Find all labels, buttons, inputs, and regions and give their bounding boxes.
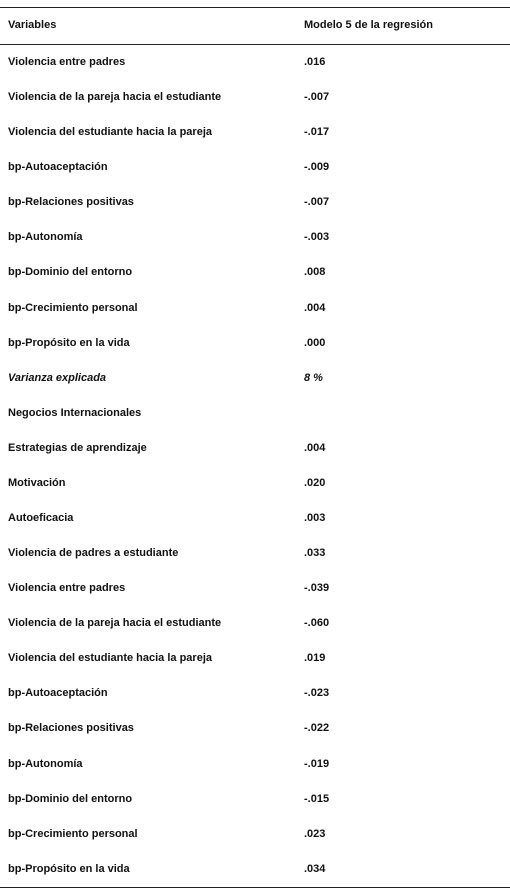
row-variable: Varianza explicada	[8, 371, 107, 384]
table-row	[0, 782, 510, 817]
row-value: -.023	[304, 687, 330, 700]
regression-table	[0, 7, 510, 888]
row-variable: Violencia entre padres	[8, 582, 126, 595]
row-value: -.003	[304, 231, 330, 244]
row-value: -.009	[304, 161, 330, 174]
row-value: -.060	[304, 617, 330, 630]
table-row	[0, 711, 510, 746]
table-row	[0, 291, 510, 326]
row-value: .003	[304, 512, 326, 525]
row-variable: Autoeficacia	[8, 512, 74, 525]
row-value: .034	[304, 862, 326, 875]
table-row	[0, 747, 510, 782]
row-variable: Violencia de padres a estudiante	[8, 547, 179, 560]
row-variable: bp-Autoaceptación	[8, 161, 108, 174]
row-value: .020	[304, 476, 326, 489]
row-variable: Estrategias de aprendizaje	[8, 441, 147, 454]
row-variable: bp-Relaciones positivas	[8, 196, 134, 209]
table-row	[0, 852, 510, 887]
row-variable: bp-Propósito en la vida	[8, 336, 130, 349]
row-value: -.007	[304, 196, 330, 209]
row-value: .004	[304, 301, 326, 314]
table-row	[0, 606, 510, 641]
row-variable: bp-Propósito en la vida	[8, 862, 130, 875]
row-variable: bp-Autonomía	[8, 757, 83, 770]
row-value: 8 %	[304, 371, 323, 384]
row-variable: Violencia del estudiante hacia la pareja	[8, 126, 212, 139]
row-value: .000	[304, 336, 326, 349]
table-row	[0, 501, 510, 536]
table-row	[0, 536, 510, 571]
row-value: .033	[304, 547, 326, 560]
table-row	[0, 466, 510, 501]
table-row	[0, 220, 510, 255]
row-value: -.017	[304, 126, 330, 139]
row-value: .008	[304, 266, 326, 279]
table-row	[0, 255, 510, 290]
row-value: -.022	[304, 722, 330, 735]
row-variable: bp-Relaciones positivas	[8, 722, 134, 735]
row-variable: bp-Crecimiento personal	[8, 301, 138, 314]
table-row	[0, 185, 510, 220]
section-title: Negocios Internacionales	[8, 406, 142, 419]
row-variable: bp-Autonomía	[8, 231, 83, 244]
table-row	[0, 45, 510, 80]
row-variable: Violencia de la pareja hacia el estudiante	[8, 91, 222, 104]
row-variable: Violencia del estudiante hacia la pareja	[8, 652, 212, 665]
row-variable: Violencia de la pareja hacia el estudiante	[8, 617, 222, 630]
row-variable: bp-Crecimiento personal	[8, 827, 138, 840]
row-value: -.019	[304, 757, 330, 770]
table-row	[0, 326, 510, 361]
table-row	[0, 431, 510, 466]
row-variable: Violencia entre padres	[8, 56, 126, 68]
table-row	[0, 676, 510, 711]
row-value: -.007	[304, 91, 330, 104]
row-value: -.015	[304, 792, 330, 805]
table-row	[0, 80, 510, 115]
header-variables: Variables	[8, 19, 57, 31]
row-variable: bp-Autoaceptación	[8, 687, 108, 700]
table-row-variance	[0, 361, 510, 396]
table-row-section	[0, 396, 510, 431]
row-value: .016	[304, 56, 326, 68]
table-row	[0, 641, 510, 676]
row-value: .004	[304, 441, 326, 454]
row-variable: bp-Dominio del entorno	[8, 266, 133, 279]
table-row	[0, 150, 510, 185]
table-row	[0, 817, 510, 852]
table-row	[0, 571, 510, 606]
table-row	[0, 115, 510, 150]
table-header-row	[0, 8, 510, 45]
row-value: .019	[304, 652, 326, 665]
row-variable: Motivación	[8, 476, 66, 489]
row-variable: bp-Dominio del entorno	[8, 792, 133, 805]
row-value: .023	[304, 827, 326, 840]
row-value: -.039	[304, 582, 330, 595]
header-model: Modelo 5 de la regresión	[304, 19, 433, 31]
